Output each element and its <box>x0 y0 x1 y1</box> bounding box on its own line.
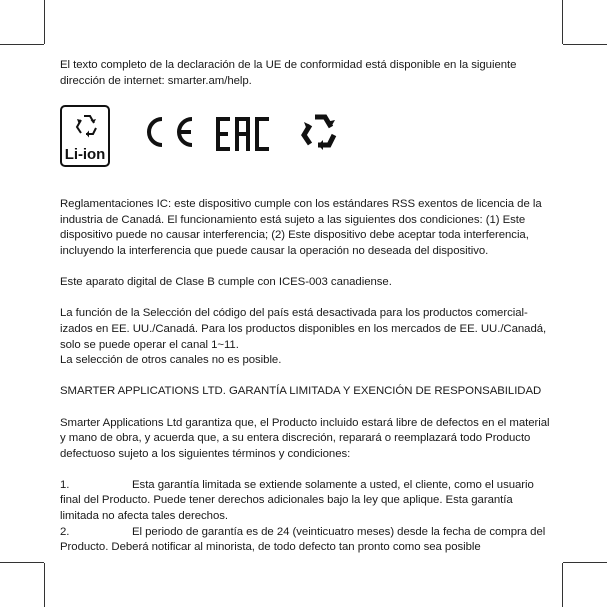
li-ion-recycle-icon <box>60 105 110 167</box>
crop-mark-bottom-right-horizontal <box>563 562 607 563</box>
crop-mark-bottom-right-vertical <box>562 563 563 607</box>
country-code-paragraph: La función de la Selección del código del país está desactivada para los productos comercial-izados en EE. UU./Canadá. Para los productos disponibles en los mercados de EE. UU./Canadá, solo se puede operar el canal 1~11. <box>60 307 547 351</box>
other-channels-paragraph: La selección de otros canales no es posible. <box>60 354 282 367</box>
warranty-intro-paragraph: Smarter Applications Ltd garantiza que, el Producto incluido estará libre de defectos en el material y mano de obra, y acuerda que, a su entera discreción, reparará o reemplazará todo Producto defectuoso sujeto a los siguientes términos y condiciones: <box>60 416 550 460</box>
certification-icons <box>60 105 550 175</box>
crop-mark-top-left-vertical <box>44 0 45 44</box>
crop-mark-top-left-horizontal <box>0 44 44 45</box>
crop-mark-bottom-left-horizontal <box>0 562 44 563</box>
warranty-item-text: El periodo de garantía es de 24 (veinticuatro meses) desde la fecha de compra del Producto. Deberá notificar al minorista, de todo defecto tan pronto como sea posible <box>60 525 546 554</box>
li-ion-label: Li-ion <box>64 146 106 164</box>
eu-declaration-paragraph: El texto completo de la declaración de la UE de conformidad está disponible en la siguiente dirección de internet: smarter.am/help. <box>60 59 517 87</box>
crop-mark-bottom-left-vertical <box>44 563 45 607</box>
battery-recycle-symbol <box>72 111 102 141</box>
document-content <box>60 58 550 556</box>
crop-mark-top-right-horizontal <box>563 44 607 45</box>
warranty-item <box>60 525 550 556</box>
warranty-item-list <box>60 478 550 556</box>
ic-regulations-paragraph: Reglamentaciones IC: este dispositivo cumple con los estándares RSS exentos de licencia de la industria de Canadá. El funcionamiento está sujeto a las siguientes dos condiciones: (1) Este dispositivo puede no causar interferencia; (2) Este dispositivo debe aceptar toda interferencia, incluyendo la interferencia que puede causar la operación no deseada del dispositivo. <box>60 198 542 257</box>
warranty-heading: SMARTER APPLICATIONS LTD. GARANTÍA LIMITADA Y EXENCIÓN DE RESPONSABILIDAD <box>60 385 542 398</box>
warranty-item-number: 2. <box>60 525 70 538</box>
ices-paragraph: Este aparato digital de Clase B cumple con ICES-003 canadiense. <box>60 276 392 289</box>
warranty-item-text: Esta garantía limitada se extiende solamente a usted, el cliente, como el usuario final del Producto. Puede tener derechos adicionales bajo la ley que aplique. Esta garantía limitada no afecta tales derechos. <box>60 478 534 523</box>
warranty-item-number: 1. <box>60 478 70 491</box>
recycle-icon <box>298 111 342 153</box>
warranty-item <box>60 478 550 525</box>
crop-mark-top-right-vertical <box>562 0 563 44</box>
ce-mark-icon <box>136 115 198 149</box>
eac-mark-icon <box>216 117 272 151</box>
